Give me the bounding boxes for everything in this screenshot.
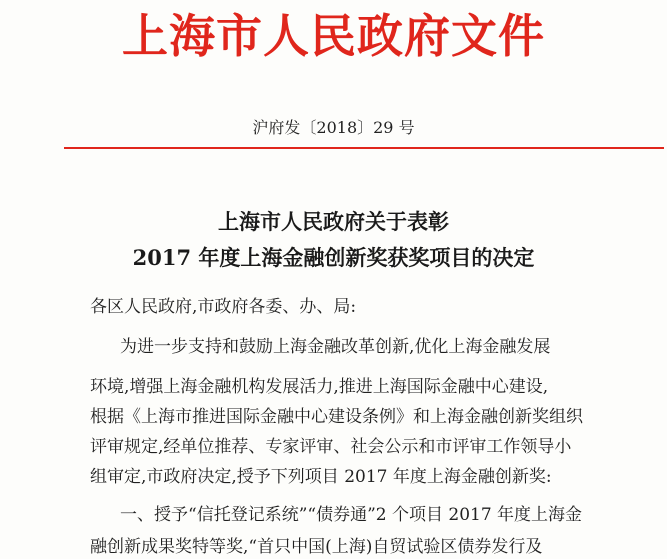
document-title-line-2: 2017 年度上海金融创新奖获奖项目的决定 [132, 245, 535, 270]
body-line-3: 环境,增强上海金融机构发展活力,推进上海国际金融中心建设, [90, 377, 549, 397]
document-number: 沪府发〔2018〕29 号 [252, 118, 415, 137]
body-line-1: 各区人民政府,市政府各委、办、局: [90, 297, 357, 317]
body-line-2: 为进一步支持和鼓励上海金融改革创新,优化上海金融发展 [120, 337, 551, 357]
document-title-line-1: 上海市人民政府关于表彰 [218, 209, 449, 234]
body-line-5: 评审规定,经单位推荐、专家评审、社会公示和市评审工作领导小 [90, 437, 572, 457]
body-line-7: 一、授予“信托登记系统”“债券通”2 个项目 2017 年度上海金 [120, 505, 583, 525]
body-line-4: 根据《上海市推进国际金融中心建设条例》和上海金融创新奖组织 [90, 407, 583, 427]
body-line-6: 组审定,市政府决定,授予下列项目 2017 年度上海金融创新奖: [90, 467, 552, 487]
header-divider-rule [64, 147, 664, 149]
document-header-title: 上海市人民政府文件 [122, 9, 545, 63]
body-line-8: 融创新成果奖特等奖,“首只中国(上海)自贸试验区债券发行及 [90, 537, 543, 557]
